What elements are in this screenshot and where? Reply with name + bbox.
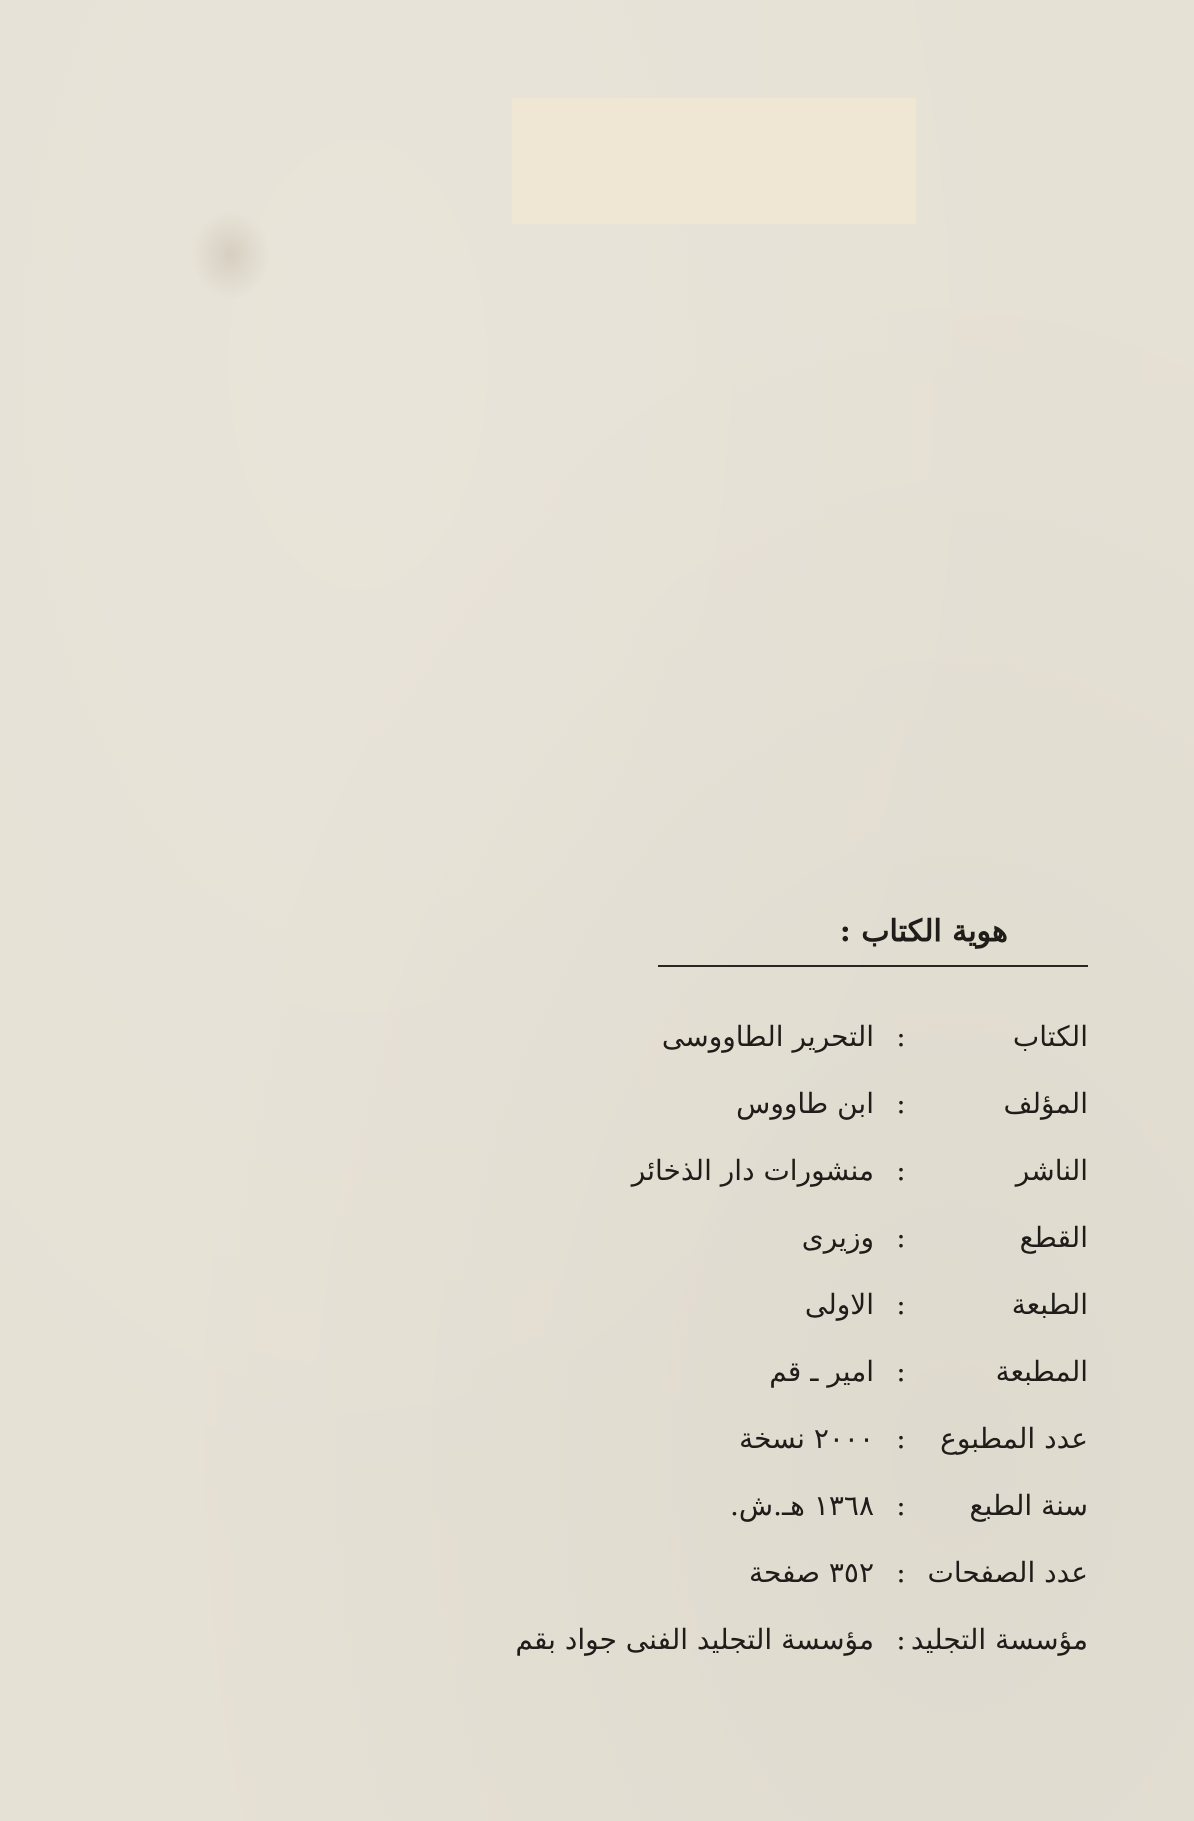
identity-key: سنة الطبع — [969, 1489, 1088, 1522]
identity-key: المؤلف — [1003, 1087, 1088, 1120]
identity-value: الاولى — [804, 1288, 874, 1321]
identity-value: التحرير الطاووسى — [661, 1020, 874, 1053]
identity-row-print-year — [440, 1472, 1088, 1539]
identity-separator: : — [896, 1489, 906, 1522]
identity-key: القطع — [1019, 1221, 1088, 1254]
identity-value: ابن طاووس — [736, 1087, 874, 1120]
identity-value: ١٣٦٨ هـ.ش. — [729, 1489, 874, 1522]
identity-key: الكتاب — [1012, 1020, 1088, 1053]
identity-separator: : — [896, 1422, 906, 1455]
identity-separator: : — [896, 1355, 906, 1388]
identity-row-page-count — [440, 1539, 1088, 1606]
identity-row-edition — [440, 1271, 1088, 1338]
identity-value: ٣٥٢ صفحة — [748, 1556, 874, 1589]
identity-row-book — [440, 1003, 1088, 1070]
identity-row-binding — [440, 1606, 1088, 1673]
identity-value: امير ـ قم — [769, 1355, 874, 1388]
identity-value: منشورات دار الذخائر — [631, 1154, 874, 1187]
identity-row-printer — [440, 1338, 1088, 1405]
identity-value: مؤسسة التجليد الفنى جواد بقم — [515, 1623, 874, 1656]
identity-value: وزيرى — [801, 1221, 874, 1254]
identity-key: المطبعة — [995, 1355, 1088, 1388]
identity-key: الناشر — [1015, 1154, 1088, 1187]
identity-row-print-run — [440, 1405, 1088, 1472]
identity-value: ٢٠٠٠ نسخة — [739, 1422, 874, 1455]
identity-separator: : — [896, 1556, 906, 1589]
book-identity-heading: هوية الكتاب : — [839, 914, 1008, 949]
blank-label-sticker — [512, 98, 916, 224]
identity-key: الطبعة — [1011, 1288, 1088, 1321]
identity-row-publisher — [440, 1137, 1088, 1204]
identity-separator: : — [896, 1221, 906, 1254]
identity-key: مؤسسة التجليد — [910, 1623, 1088, 1656]
identity-row-author — [440, 1070, 1088, 1137]
heading-underline — [658, 965, 1088, 967]
book-identity-list — [440, 1003, 1088, 1673]
paper-stain — [190, 210, 270, 300]
book-identity-block — [440, 905, 1088, 1673]
identity-separator: : — [896, 1020, 906, 1053]
identity-row-format — [440, 1204, 1088, 1271]
identity-key: عدد الصفحات — [927, 1556, 1088, 1589]
identity-separator: : — [896, 1154, 906, 1187]
identity-separator: : — [896, 1623, 906, 1656]
identity-separator: : — [896, 1288, 906, 1321]
identity-separator: : — [896, 1087, 906, 1120]
identity-key: عدد المطبوع — [940, 1422, 1088, 1455]
